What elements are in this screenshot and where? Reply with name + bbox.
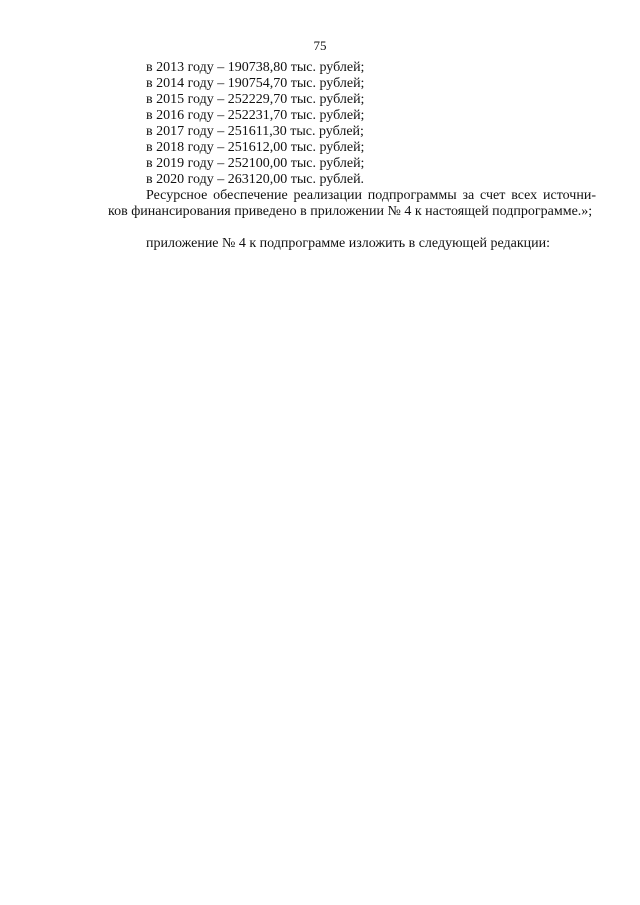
funding-line-2015: в 2015 году – 252229,70 тыс. рублей; <box>146 92 365 107</box>
page-number: 75 <box>313 38 327 53</box>
resource-paragraph: Ресурсное обеспечение реализации подпрограммы за счет всех источни-ков финансирования приведено в приложении № 4 к настоящей подпрограмме.»; <box>108 188 596 219</box>
paragraph-spacer <box>108 220 596 236</box>
funding-line-2018: в 2018 году – 251612,00 тыс. рублей; <box>146 140 365 155</box>
funding-line-2020: в 2020 году – 263120,00 тыс. рублей. <box>146 172 365 187</box>
funding-line-2016: в 2016 году – 252231,70 тыс. рублей; <box>146 108 365 123</box>
funding-line-2017: в 2017 году – 251611,30 тыс. рублей; <box>146 124 364 139</box>
funding-line-2019: в 2019 году – 252100,00 тыс. рублей; <box>146 156 365 171</box>
funding-line-2013: в 2013 году – 190738,80 тыс. рублей; <box>146 60 365 75</box>
appendix-paragraph: приложение № 4 к подпрограмме изложить в следующей редакции: <box>146 236 551 251</box>
funding-line-2014: в 2014 году – 190754,70 тыс. рублей; <box>146 76 365 91</box>
document-body <box>108 60 596 252</box>
